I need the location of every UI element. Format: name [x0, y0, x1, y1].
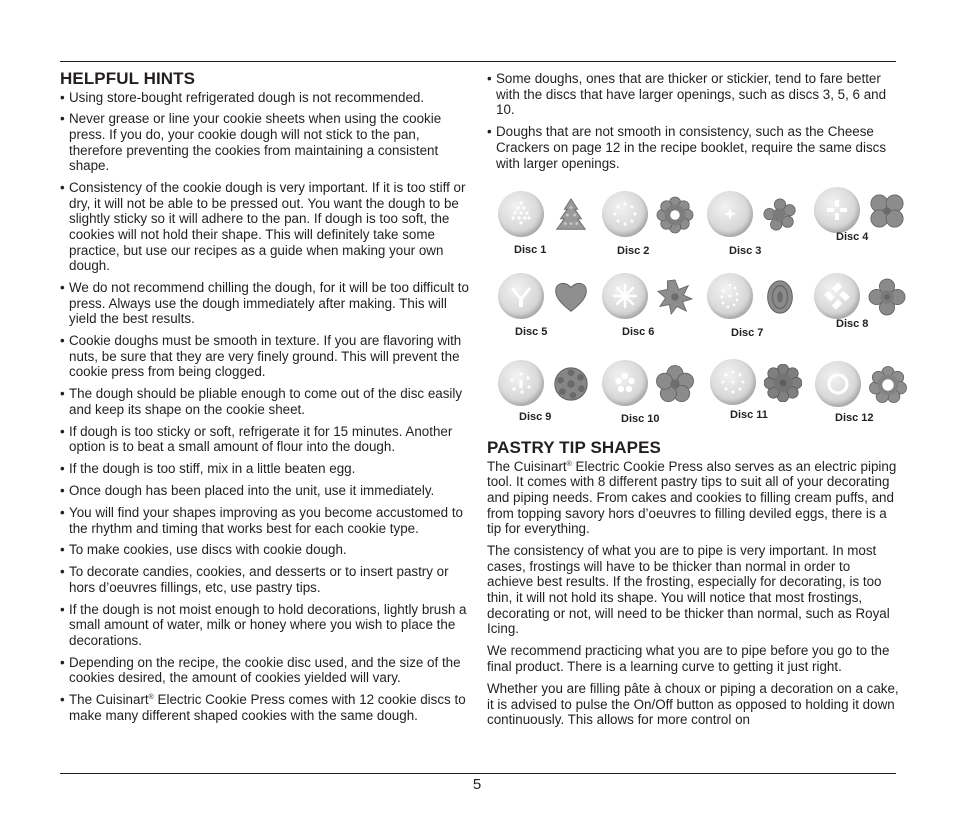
disc-label: Disc 3 [729, 245, 762, 258]
ring-icon [869, 366, 907, 404]
disc-plate [602, 191, 648, 237]
star-flower-icon [761, 196, 799, 234]
list-item: • Cookie doughs must be smooth in texture. If you are flavoring with nuts, be sure that they are very finely ground. This will prevent the cookie press from being clogged. [60, 333, 470, 380]
pastry-paragraph-3: We recommend practicing what you are to pipe before you go to the final product. There is a learning curve to getting it just right. [487, 643, 890, 674]
five-petal-flower-icon [656, 365, 694, 403]
pastry-paragraph-2: The consistency of what you are to pipe is very important. In most cases, frostings will have to be thicker than normal in order to achieve best results. If the frosting, especially for decorating, is too thin, it will not hold its shape. You will notice that most frostings, decorating or not, will need to be thicker than normal, such as Royal Icing. [487, 543, 890, 637]
left-column [60, 71, 470, 730]
list-item: • Using store-bought refrigerated dough is not recommended. [60, 90, 470, 106]
disc-label: Disc 4 [836, 231, 869, 244]
right-column [487, 71, 899, 734]
pastry-paragraph-1: The Cuisinart® Electric Cookie Press also serves as an electric piping tool. It comes with 8 different pastry tips to suit all of your decorating and piping needs. From cakes and cookies to filling cream puffs, and from topping savory hors d’oeuvres to filling deviled eggs, there is a tip for everything. [487, 458, 897, 537]
disc-label: Disc 2 [617, 245, 650, 258]
list-item: • If the dough is too stiff, mix in a little beaten egg. [60, 461, 470, 477]
disc-plate [602, 360, 648, 406]
bottom-rule [60, 773, 896, 774]
disc-label: Disc 12 [835, 412, 874, 425]
list-item: • Depending on the recipe, the cookie disc used, and the size of the cookies desired, the amount of cookies yielded will vary. [60, 655, 470, 686]
list-item: • We do not recommend chilling the dough, for it will be too difficult to press. Always use the dough immediately after making. This will yield the best results. [60, 280, 470, 327]
disc-plate [498, 273, 544, 319]
registered-mark: ® [566, 460, 572, 468]
list-item: • Once dough has been placed into the unit, use it immediately. [60, 483, 470, 499]
disc-label: Disc 9 [519, 411, 552, 424]
clover-icon [868, 192, 906, 230]
disc-label: Disc 5 [515, 326, 548, 339]
list-item: • Consistency of the cookie dough is very important. If it is too stiff or dry, it will not be able to be pressed out. You want the dough to be slightly sticky so it will adhere to the pan. If dough is too soft, the cookies will not hold their shape. This will definitely take some practice, but use our recipes as a guide when making your own dough. [60, 180, 470, 274]
list-item: • Doughs that are not smooth in consistency, such as the Cheese Crackers on page 12 in the recipe booklet, require the same discs with larger openings. [487, 124, 899, 171]
disc-3 [707, 191, 815, 263]
disc-plate [602, 273, 648, 319]
ring-flower-icon [656, 196, 694, 234]
registered-mark: ® [148, 694, 154, 702]
disc-plate [814, 187, 860, 233]
list-item: • Some doughs, ones that are thicker or stickier, tend to fare better with the discs that have larger openings, such as discs 3, 5, 6 and 10. [487, 71, 899, 118]
list-item: • If dough is too sticky or soft, refrigerate it for 15 minutes. Another option is to beat a small amount of flour into the dough. [60, 424, 470, 455]
disc-label: Disc 10 [621, 413, 660, 426]
four-petal-icon [868, 278, 906, 316]
oval-swirl-icon [761, 278, 799, 316]
disc-label: Disc 6 [622, 326, 655, 339]
list-item: • To make cookies, use discs with cookie dough. [60, 542, 470, 558]
disc-label: Disc 1 [514, 244, 547, 257]
disc-plate [710, 359, 756, 405]
page-number: 5 [472, 776, 482, 793]
disc-label: Disc 7 [731, 327, 764, 340]
top-rule [60, 61, 896, 62]
disc-plate [707, 273, 753, 319]
pastry-tip-shapes-heading: PASTRY TIP SHAPES [487, 438, 661, 458]
disc-12 [815, 361, 923, 433]
sunburst-icon [656, 278, 694, 316]
disc-10 [602, 360, 710, 432]
list-item: • You will find your shapes improving as you become accustomed to the rhythm and timing that works best for each cookie type. [60, 505, 470, 536]
list-item: • If the dough is not moist enough to hold decorations, lightly brush a small amount of water, milk or honey where you wish to place the decorations. [60, 602, 470, 649]
tree-shape-icon [552, 196, 590, 234]
disc-2 [602, 191, 710, 263]
list-item: • To decorate candies, cookies, and desserts or to insert pastry or hors d’oeuvres fillings, etc, use pastry tips. [60, 564, 470, 595]
disc-11 [710, 359, 818, 431]
list-item: • The dough should be pliable enough to come out of the disc easily and keep its shape on the cookie sheet. [60, 386, 470, 417]
right-hints-list [487, 71, 899, 171]
heart-icon [552, 278, 590, 316]
disc-7 [707, 273, 815, 345]
disc-label: Disc 8 [836, 318, 869, 331]
disc-plate [707, 191, 753, 237]
helpful-hints-list [60, 90, 470, 724]
disc-1 [498, 191, 606, 263]
wreath-icon [552, 365, 590, 403]
disc-plate [498, 360, 544, 406]
disc-4 [814, 187, 922, 259]
disc-6 [602, 273, 710, 345]
pastry-paragraph-4: Whether you are filling pâte à choux or piping a decoration on a cake, it is advised to pulse the On/Off button as opposed to holding it down continuously. This allows for more control on [487, 680, 899, 728]
disc-plate [814, 273, 860, 319]
daisy-icon [764, 364, 802, 402]
disc-plate [498, 191, 544, 237]
disc-plate [815, 361, 861, 407]
list-item: • The Cuisinart® Electric Cookie Press comes with 12 cookie discs to make many different shaped cookies with the same dough. [60, 692, 470, 723]
disc-5 [498, 273, 606, 345]
disc-grid [487, 186, 899, 434]
helpful-hints-heading: HELPFUL HINTS [60, 69, 196, 88]
disc-8 [814, 273, 922, 345]
disc-9 [498, 360, 606, 432]
disc-label: Disc 11 [730, 409, 768, 422]
list-item: • Never grease or line your cookie sheets when using the cookie press. If you do, your cookie dough will not stick to the pan, therefore preventing the cookies from maintaining a consistent shape. [60, 111, 470, 173]
